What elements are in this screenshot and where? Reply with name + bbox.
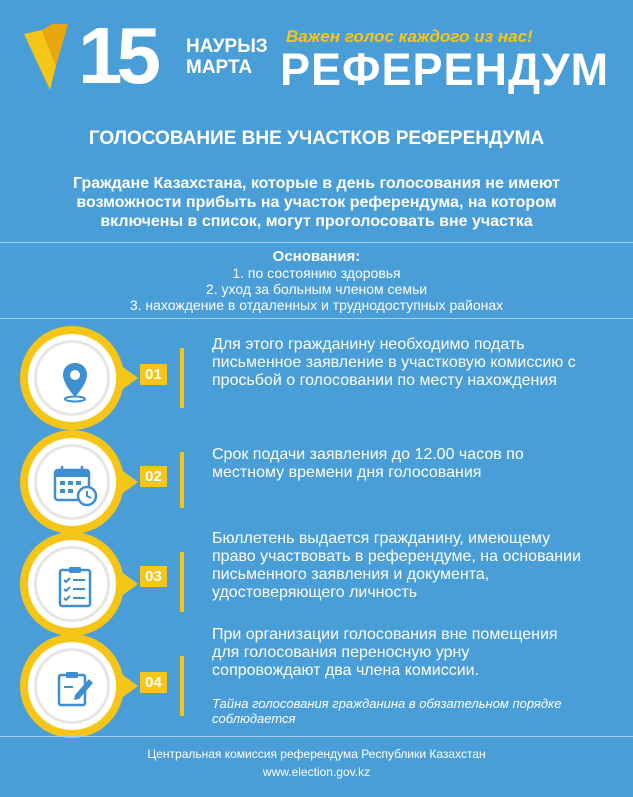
step-1-number: 01 (140, 364, 167, 385)
logo-number: 15 (78, 11, 155, 100)
step-3-circle-ring (28, 540, 116, 628)
referendum-title: РЕФЕРЕНДУМ (280, 44, 610, 95)
step-1-circle-ring (28, 334, 116, 422)
location-pin-icon (51, 357, 99, 405)
slogan: Важен голос каждого из нас! (286, 27, 533, 46)
reason-item: 1. по состоянию здоровья (232, 265, 401, 281)
step-1 (0, 326, 633, 426)
logo-date-line2: МАРТА (186, 57, 253, 78)
reasons-block (0, 249, 633, 313)
reasons-title: Основания: (272, 248, 361, 265)
footer (0, 745, 633, 781)
step-4-note: Тайна голосования гражданина в обязательном порядке соблюдается (212, 696, 562, 726)
checklist-icon (51, 563, 99, 611)
checkmark-logo-icon (24, 24, 84, 90)
step-2-text: Срок подачи заявления до 12.00 часов по местному времени дня голосования (212, 446, 524, 481)
step-3-number: 03 (140, 566, 167, 587)
logo-date (186, 36, 268, 78)
step-3-circle-inner (34, 546, 110, 622)
step-4-number: 04 (140, 672, 167, 693)
step-1-circle-inner (34, 340, 110, 416)
edit-document-icon (51, 665, 99, 713)
step-2-circle (20, 430, 124, 534)
step-4-circle-inner (34, 648, 110, 724)
page-title: ГОЛОСОВАНИЕ ВНЕ УЧАСТКОВ РЕФЕРЕНДУМА (88, 128, 545, 149)
step-2-pointer (116, 466, 138, 498)
step-4-pointer (116, 670, 138, 702)
step-2-bar (180, 452, 184, 508)
step-1-circle (20, 326, 124, 430)
step-2-number: 02 (140, 466, 167, 487)
step-3-circle (20, 532, 124, 636)
step-4-circle-ring (28, 642, 116, 730)
step-4-text: При организации голосования вне помещения для голосования переносную урну сопровождают два члена комиссии. (212, 626, 558, 679)
step-1-pointer (116, 362, 138, 394)
divider-top (0, 242, 633, 243)
step-4-bar (180, 656, 184, 716)
step-2-circle-inner (34, 444, 110, 520)
step-2 (0, 430, 633, 530)
step-3-pointer (116, 568, 138, 600)
calendar-clock-icon (51, 461, 99, 509)
intro-text: Граждане Казахстана, которые в день голосования не имеют возможности прибыть на участок референдума, на котором включены в список, могут проголосовать вне участка (73, 175, 560, 230)
reason-item: 2. уход за больным членом семьи (205, 281, 428, 297)
step-1-bar (180, 348, 184, 408)
step-3-text: Бюллетень выдается гражданину, имеющему право участвовать в референдуме, на основании письменного заявления и документа, удостоверяющего личность (212, 530, 582, 601)
step-3 (0, 532, 633, 632)
divider-middle (0, 318, 633, 319)
step-1-text: Для этого гражданину необходимо подать письменное заявление в участковую комиссию с просьбой о голосовании по месту нахождения (212, 336, 576, 389)
step-2-circle-ring (28, 438, 116, 526)
step-4 (0, 626, 633, 734)
reason-item: 3. нахождение в отдаленных и труднодоступных районах (129, 297, 504, 313)
footer-website-link[interactable]: www.election.gov.kz (262, 765, 371, 779)
logo-date-line1: НАУРЫЗ (186, 36, 268, 57)
step-4-circle (20, 634, 124, 738)
divider-bottom (0, 736, 633, 737)
step-3-bar (180, 552, 184, 612)
referendum-logo (24, 11, 284, 100)
footer-organization: Центральная комиссия референдума Республики Казахстан (147, 747, 486, 761)
